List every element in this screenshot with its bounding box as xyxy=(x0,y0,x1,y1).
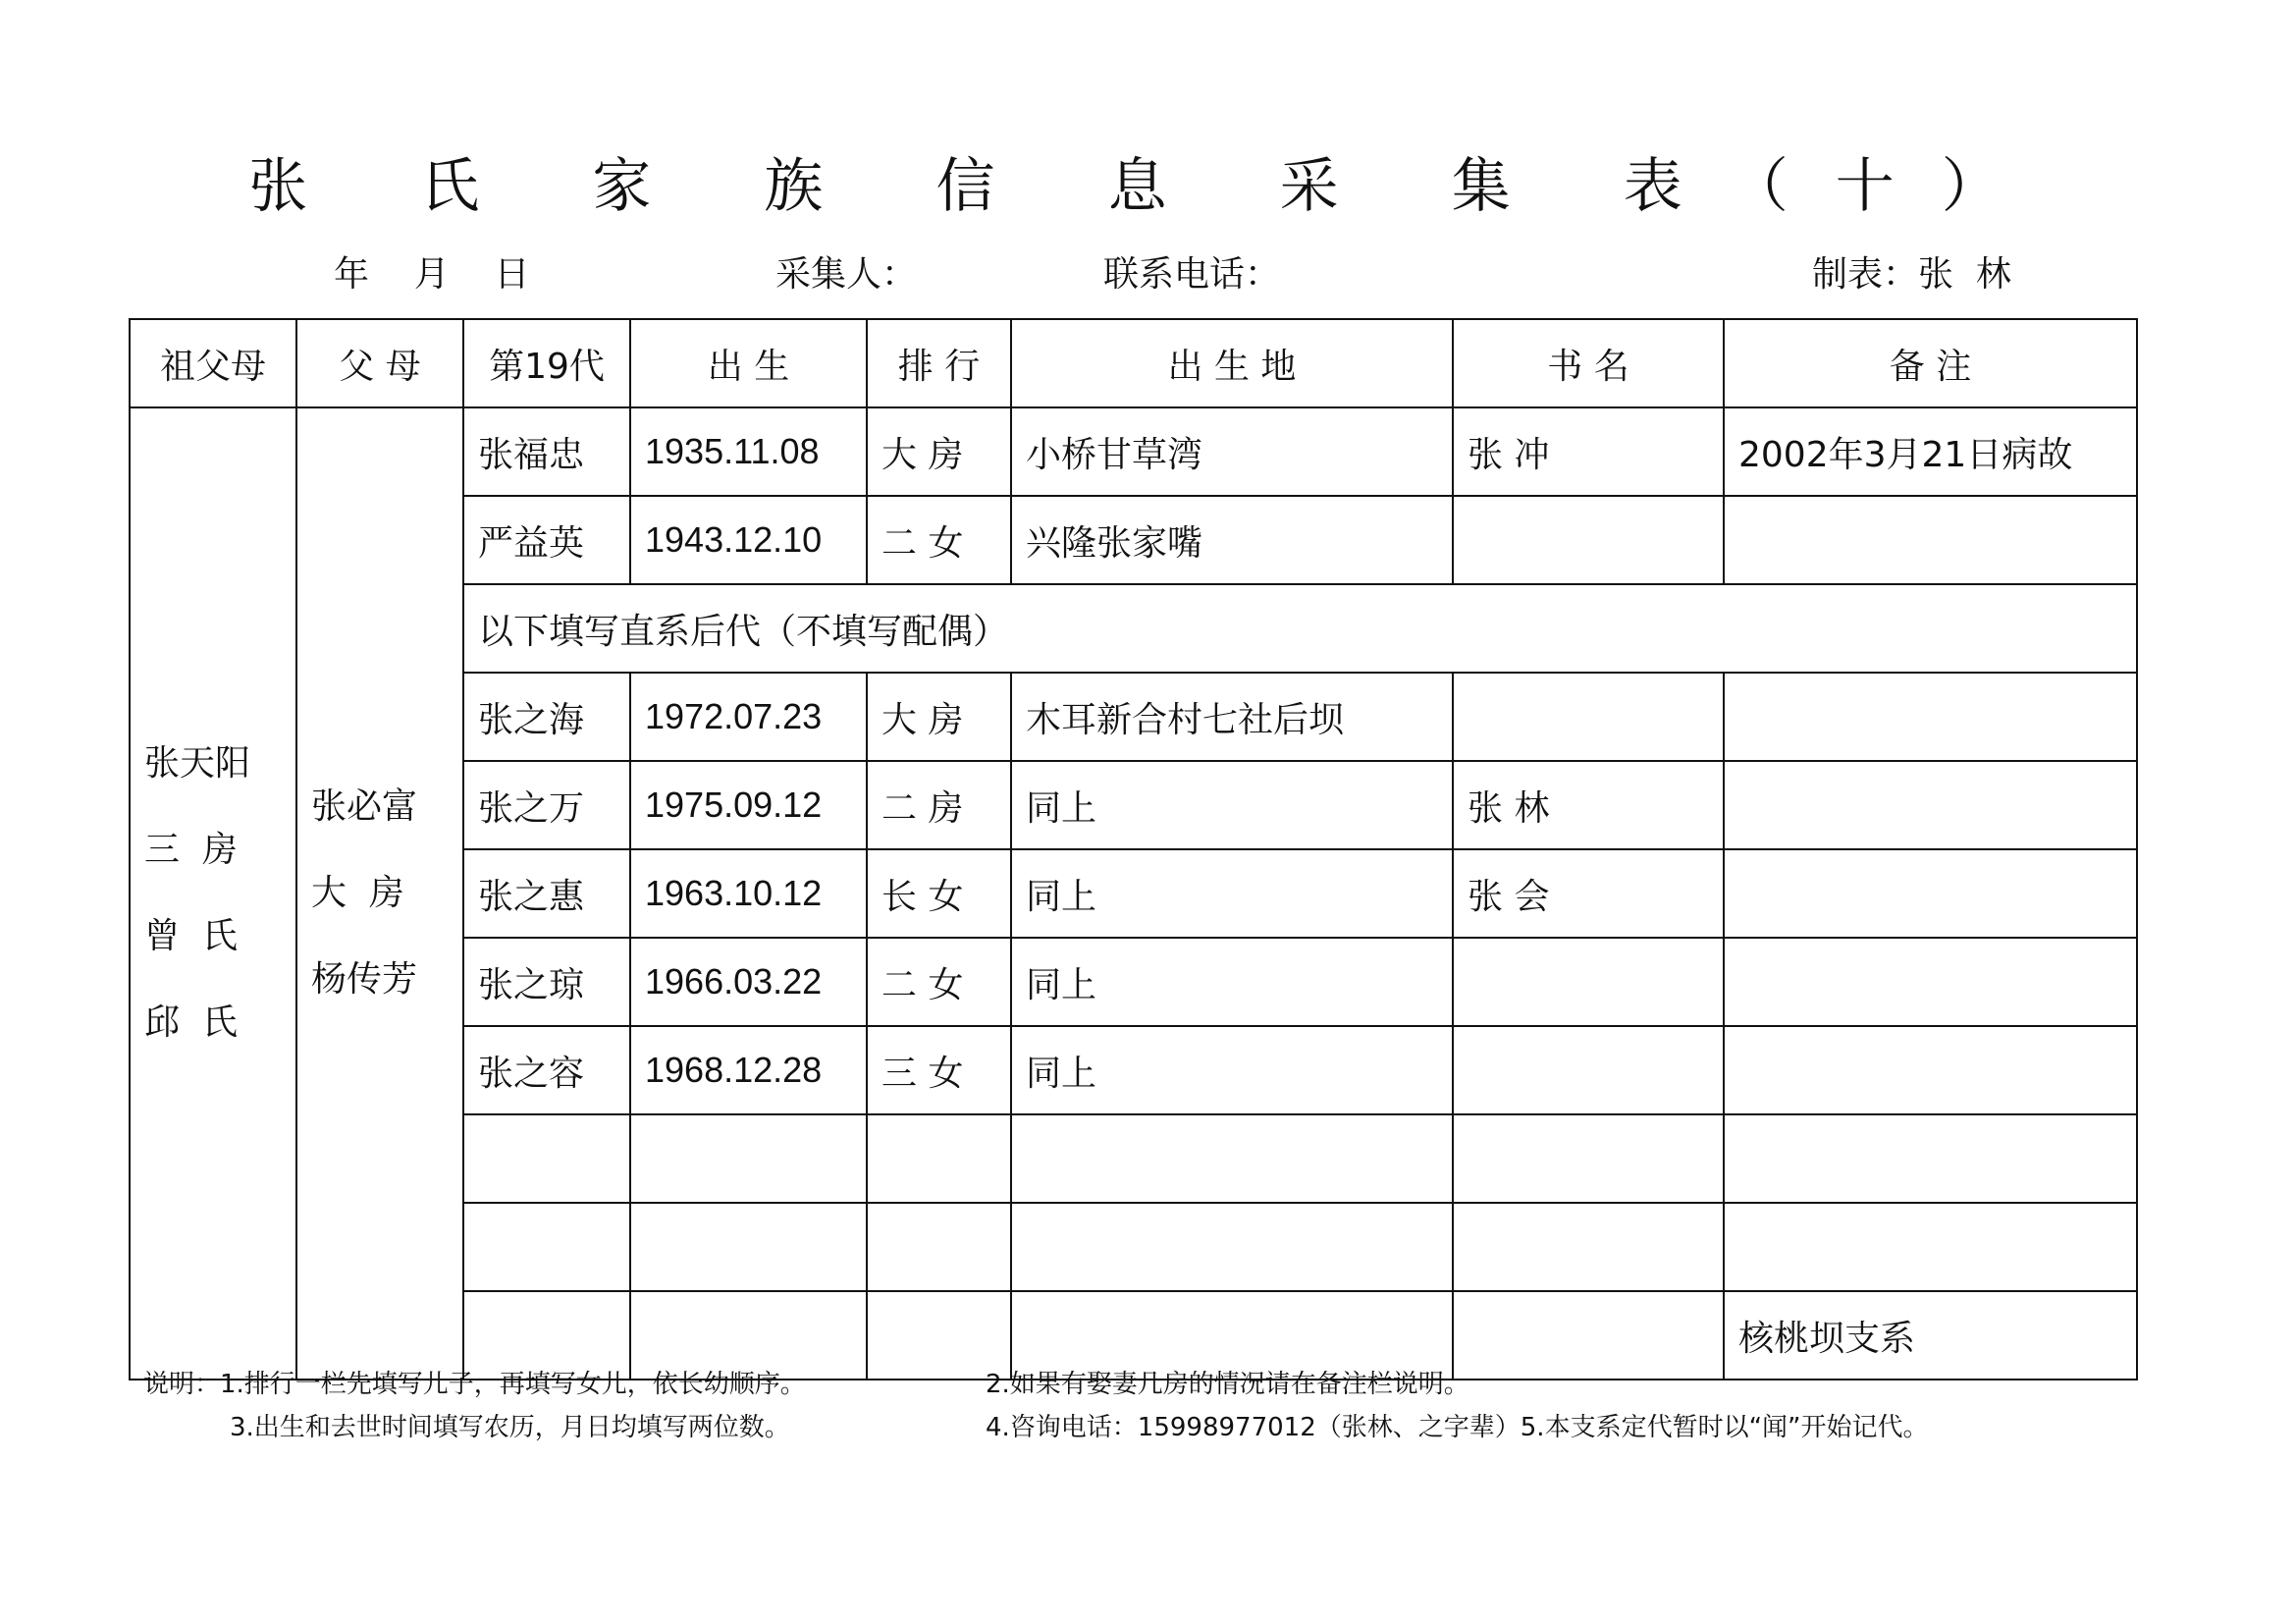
book-name-cell xyxy=(1453,1291,1724,1380)
rank-cell: 二 女 xyxy=(867,938,1011,1026)
rank-cell: 长 女 xyxy=(867,849,1011,938)
name-cell xyxy=(463,1203,630,1291)
book-name-cell: 张 会 xyxy=(1453,849,1724,938)
book-name-cell xyxy=(1453,673,1724,761)
note-4: 4.咨询电话：15998977012（张林、之字辈）5.本支系定代暂时以“闻”开始记代。 xyxy=(986,1413,1929,1442)
rank-cell: 二 房 xyxy=(867,761,1011,849)
birth-cell xyxy=(630,1114,867,1203)
maker-label: 制表：张 林 xyxy=(1812,254,2011,295)
book-name-cell: 张 冲 xyxy=(1453,407,1724,496)
birthplace-cell: 兴隆张家嘴 xyxy=(1011,496,1453,584)
grandparent-line: 三 房 xyxy=(144,830,238,870)
parent-line: 张必富 xyxy=(311,786,418,827)
birth-cell xyxy=(630,1203,867,1291)
birthplace-cell: 木耳新合村七社后坝 xyxy=(1011,673,1453,761)
descendant-note: 以下填写直系后代（不填写配偶） xyxy=(463,584,2137,673)
header-remark: 备 注 xyxy=(1724,319,2137,407)
remark-cell xyxy=(1724,1114,2137,1203)
name-cell: 张之琼 xyxy=(463,938,630,1026)
rank-cell xyxy=(867,1114,1011,1203)
header-birthplace: 出 生 地 xyxy=(1011,319,1453,407)
note-1: 说明：1.排行一栏先填写儿子，再填写女儿，依长幼顺序。 xyxy=(143,1370,806,1399)
rank-cell: 大 房 xyxy=(867,673,1011,761)
birthplace-cell xyxy=(1011,1114,1453,1203)
header-grandparents: 祖父母 xyxy=(130,319,296,407)
rank-cell xyxy=(867,1203,1011,1291)
book-name-cell xyxy=(1453,938,1724,1026)
birthplace-cell: 同上 xyxy=(1011,938,1453,1026)
birthplace-cell: 小桥甘草湾 xyxy=(1011,407,1453,496)
remark-cell xyxy=(1724,1026,2137,1114)
grandparent-line: 邱 氏 xyxy=(144,1002,238,1043)
header-rank: 排 行 xyxy=(867,319,1011,407)
name-cell: 张之惠 xyxy=(463,849,630,938)
birthplace-cell: 同上 xyxy=(1011,1026,1453,1114)
grandparents-cell xyxy=(130,407,296,1380)
rank-cell: 三 女 xyxy=(867,1026,1011,1114)
birth-cell: 1975.09.12 xyxy=(630,761,867,849)
name-cell: 张福忠 xyxy=(463,407,630,496)
birth-cell: 1935.11.08 xyxy=(630,407,867,496)
family-info-table xyxy=(129,318,2138,1380)
remark-cell: 2002年3月21日病故 xyxy=(1724,407,2137,496)
name-cell xyxy=(463,1114,630,1203)
table-row xyxy=(130,407,2137,496)
name-cell: 严益英 xyxy=(463,496,630,584)
collector-label: 采集人： xyxy=(775,254,918,295)
birth-cell: 1963.10.12 xyxy=(630,849,867,938)
remark-cell xyxy=(1724,761,2137,849)
book-name-cell xyxy=(1453,1203,1724,1291)
name-cell: 张之万 xyxy=(463,761,630,849)
birth-cell: 1943.12.10 xyxy=(630,496,867,584)
rank-cell: 大 房 xyxy=(867,407,1011,496)
remark-cell xyxy=(1724,673,2137,761)
parent-line: 杨传芳 xyxy=(311,959,418,1000)
remark-cell xyxy=(1724,938,2137,1026)
name-cell: 张之容 xyxy=(463,1026,630,1114)
phone-label: 联系电话： xyxy=(1103,254,1281,295)
remark-cell: 核桃坝支系 xyxy=(1724,1291,2137,1380)
birthplace-cell xyxy=(1011,1203,1453,1291)
date-label: 年 月 日 xyxy=(334,254,530,295)
header-parents: 父 母 xyxy=(296,319,463,407)
note-2: 2.如果有娶妻几房的情况请在备注栏说明。 xyxy=(986,1370,1469,1399)
rank-cell: 二 女 xyxy=(867,496,1011,584)
form-title: 张 氏 家 族 信 息 采 集 表（十） xyxy=(248,152,2048,221)
book-name-cell xyxy=(1453,496,1724,584)
birthplace-cell: 同上 xyxy=(1011,761,1453,849)
book-name-cell xyxy=(1453,1026,1724,1114)
birth-cell: 1968.12.28 xyxy=(630,1026,867,1114)
note-3: 3.出生和去世时间填写农历，月日均填写两位数。 xyxy=(230,1413,790,1442)
grandparent-line: 曾 氏 xyxy=(144,916,238,956)
header-book-name: 书 名 xyxy=(1453,319,1724,407)
parents-cell xyxy=(296,407,463,1380)
book-name-cell xyxy=(1453,1114,1724,1203)
header-row xyxy=(130,319,2137,407)
birthplace-cell: 同上 xyxy=(1011,849,1453,938)
remark-cell xyxy=(1724,1203,2137,1291)
grandparent-line: 张天阳 xyxy=(144,743,251,784)
book-name-cell: 张 林 xyxy=(1453,761,1724,849)
name-cell: 张之海 xyxy=(463,673,630,761)
header-birth: 出 生 xyxy=(630,319,867,407)
remark-cell xyxy=(1724,496,2137,584)
parent-line: 大 房 xyxy=(311,873,404,913)
remark-cell xyxy=(1724,849,2137,938)
header-generation: 第19代 xyxy=(463,319,630,407)
birth-cell: 1972.07.23 xyxy=(630,673,867,761)
birth-cell: 1966.03.22 xyxy=(630,938,867,1026)
